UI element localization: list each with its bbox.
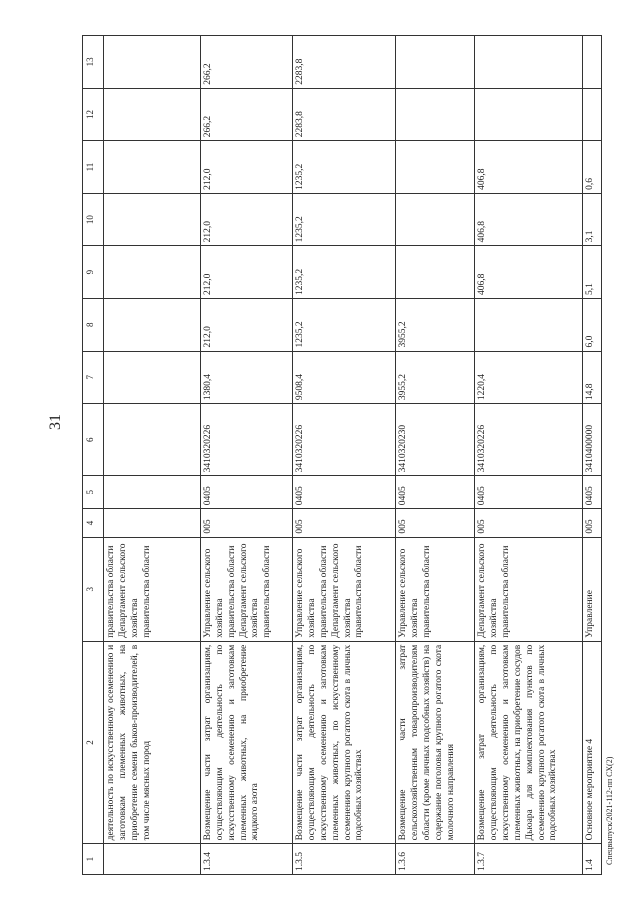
value-cell: 0405: [583, 476, 602, 509]
executor-cell: Управление сельского хозяйства правительства области Департамент сельского хозяйства правительства области: [200, 537, 292, 641]
col-header: 10: [83, 193, 104, 246]
value-cell: 406,8: [475, 246, 583, 299]
value-cell: 2283,8: [293, 36, 396, 89]
value-cell: 266,2: [200, 36, 292, 89]
col-header: 8: [83, 298, 104, 351]
value-cell: 1235,2: [293, 246, 396, 299]
value-cell: 0,6: [583, 141, 602, 194]
table-row: [396, 36, 475, 875]
value-cell: 266,2: [200, 88, 292, 141]
value-cell: [104, 509, 201, 537]
col-header: 7: [83, 351, 104, 404]
value-cell: [104, 246, 201, 299]
value-cell: 3410320226: [200, 404, 292, 476]
col-header: 13: [83, 36, 104, 89]
value-cell: 406,8: [475, 193, 583, 246]
value-cell: 9508,4: [293, 351, 396, 404]
col-header: 9: [83, 246, 104, 299]
value-cell: [104, 351, 201, 404]
value-cell: [104, 193, 201, 246]
value-cell: 2283,8: [293, 88, 396, 141]
value-cell: 3955,2: [396, 298, 475, 351]
table-body: [104, 36, 602, 875]
value-cell: 212,0: [200, 246, 292, 299]
value-cell: [396, 88, 475, 141]
value-cell: 212,0: [200, 193, 292, 246]
value-cell: [583, 88, 602, 141]
value-cell: 3410320230: [396, 404, 475, 476]
page-number: 31: [47, 414, 64, 430]
value-cell: 005: [396, 509, 475, 537]
value-cell: [104, 298, 201, 351]
col-header: 3: [83, 537, 104, 641]
value-cell: 3,1: [583, 193, 602, 246]
value-cell: [396, 141, 475, 194]
value-cell: [104, 404, 201, 476]
col-header: 5: [83, 476, 104, 509]
value-cell: 1380,4: [200, 351, 292, 404]
value-cell: 14,8: [583, 351, 602, 404]
description-cell: Возмещение части затрат организациям, осуществляющим деятельность по искусственному осеменению и заготовкам племенных животных, на приобретение жидкого азота: [200, 641, 292, 844]
row-number-cell: 1.3.7: [475, 844, 583, 875]
executor-cell: правительства области Департамент сельского хозяйства правительства области: [104, 537, 201, 641]
document-stamp: Спецвыпуск/2021-112-пп СХ(2): [605, 756, 614, 865]
value-cell: 0405: [293, 476, 396, 509]
value-cell: 005: [200, 509, 292, 537]
value-cell: [396, 36, 475, 89]
value-cell: 6,0: [583, 298, 602, 351]
value-cell: 0405: [396, 476, 475, 509]
table-row: [583, 36, 602, 875]
col-header: 6: [83, 404, 104, 476]
value-cell: [396, 193, 475, 246]
col-header: 12: [83, 88, 104, 141]
description-cell: Возмещение части затрат организациям, осуществляющим деятельность по искусственному осеменению и заготовкам племенных животных, по искусственному осеменению крупного рогатого скота в личных подсобных хозяйствах: [293, 641, 396, 844]
col-header: 4: [83, 509, 104, 537]
row-number-cell: 1.3.5: [293, 844, 396, 875]
value-cell: 005: [583, 509, 602, 537]
header-row: [83, 36, 104, 875]
row-number-cell: 1.4: [583, 844, 602, 875]
value-cell: 3955,2: [396, 351, 475, 404]
value-cell: 1235,2: [293, 141, 396, 194]
value-cell: 005: [293, 509, 396, 537]
col-header: 1: [83, 844, 104, 875]
executor-cell: Управление сельского хозяйства правительства области Департамент сельского хозяйства правительства области: [293, 537, 396, 641]
description-cell: деятельность по искусственному осеменению и заготовкам племенных животных, на приобретение семени быков-производителей, в том числе мясных пород: [104, 641, 201, 844]
executor-cell: Управление сельского хозяйства правительства области: [396, 537, 475, 641]
value-cell: [475, 298, 583, 351]
value-cell: 406,8: [475, 141, 583, 194]
value-cell: 0405: [200, 476, 292, 509]
col-header: 11: [83, 141, 104, 194]
value-cell: 1220,4: [475, 351, 583, 404]
value-cell: [583, 36, 602, 89]
table-row: [104, 36, 201, 875]
value-cell: 3410320226: [293, 404, 396, 476]
value-cell: 0405: [475, 476, 583, 509]
table-row: [200, 36, 292, 875]
value-cell: [396, 246, 475, 299]
budget-table: [82, 35, 602, 875]
description-cell: Возмещение части затрат сельскохозяйственным товаропроизводителям области (кроме личных подсобных хозяйств) на содержание поголовья крупного рогатого скота молочного направления: [396, 641, 475, 844]
value-cell: 3410320226: [475, 404, 583, 476]
budget-table-wrapper: [82, 35, 602, 875]
value-cell: 005: [475, 509, 583, 537]
value-cell: 212,0: [200, 298, 292, 351]
value-cell: 1235,2: [293, 298, 396, 351]
table-row: [475, 36, 583, 875]
table-row: [293, 36, 396, 875]
row-number-cell: [104, 844, 201, 875]
executor-cell: Департамент сельского хозяйства правительства области: [475, 537, 583, 641]
value-cell: [104, 88, 201, 141]
value-cell: [104, 476, 201, 509]
description-cell: Основное мероприятие 4: [583, 641, 602, 844]
col-header: 2: [83, 641, 104, 844]
executor-cell: Управление: [583, 537, 602, 641]
value-cell: [104, 36, 201, 89]
description-cell: Возмещение затрат организациям, осуществляющим деятельность по искусственному осеменению и заготовкам племенных животных, на приобретение сосудов Дьюара для комплектования пунктов по осеменению крупного рогатого скота в личных подсобных хозяйствах: [475, 641, 583, 844]
value-cell: [475, 88, 583, 141]
value-cell: 1235,2: [293, 193, 396, 246]
value-cell: 3410400000: [583, 404, 602, 476]
value-cell: 5,1: [583, 246, 602, 299]
row-number-cell: 1.3.4: [200, 844, 292, 875]
value-cell: [475, 36, 583, 89]
row-number-cell: 1.3.6: [396, 844, 475, 875]
value-cell: [104, 141, 201, 194]
value-cell: 212,0: [200, 141, 292, 194]
